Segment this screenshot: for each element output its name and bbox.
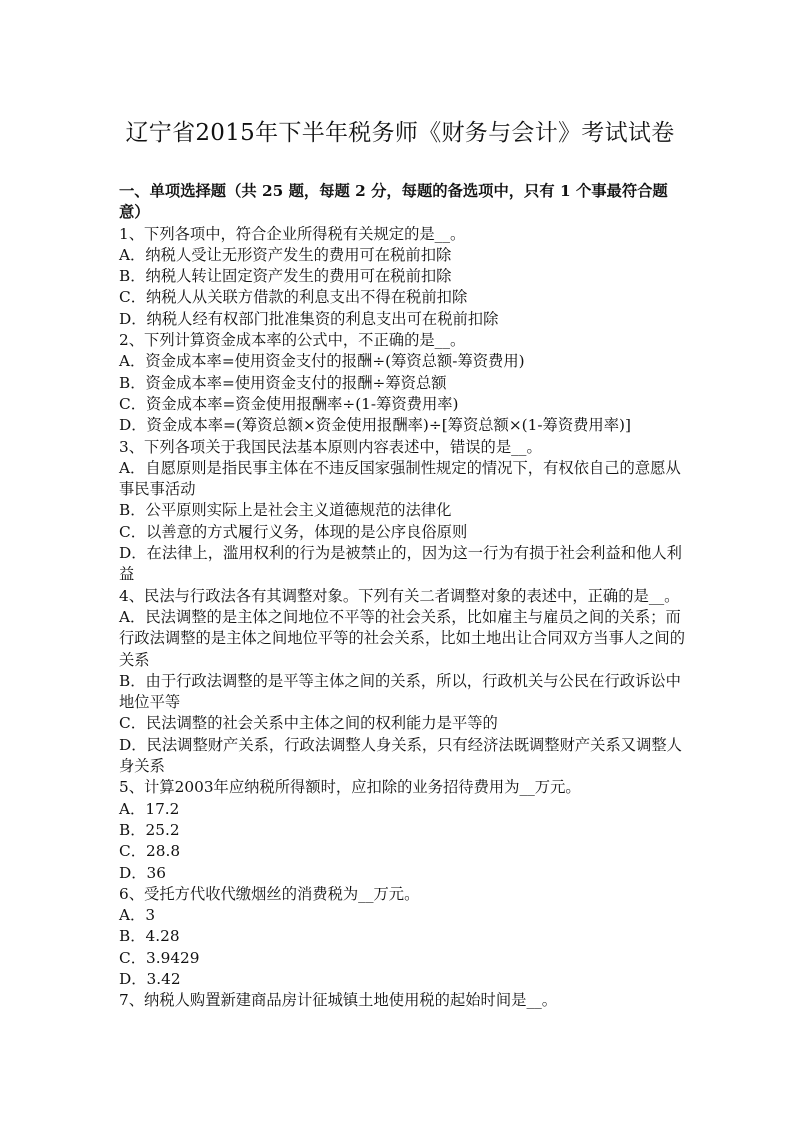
question-6 bbox=[119, 884, 685, 990]
question-stem: 5、计算2003年应纳税所得额时，应扣除的业务招待费用为__万元。 bbox=[119, 778, 581, 797]
question-4 bbox=[119, 586, 685, 778]
option-d: D．36 bbox=[119, 863, 167, 882]
option-c: C．28.8 bbox=[119, 842, 181, 861]
question-2 bbox=[119, 330, 685, 436]
option-d: D．3.42 bbox=[119, 969, 181, 988]
document-body bbox=[119, 181, 685, 1012]
option-b: B．纳税人转让固定资产发生的费用可在税前扣除 bbox=[119, 267, 452, 286]
question-stem: 4、民法与行政法各有其调整对象。下列有关二者调整对象的表述中，正确的是__。 bbox=[119, 586, 680, 605]
option-c: C．资金成本率=资金使用报酬率÷(1-筹资费用率) bbox=[119, 394, 459, 413]
question-5 bbox=[119, 777, 685, 883]
option-b: B．4.28 bbox=[119, 927, 180, 946]
option-a: A．纳税人受让无形资产发生的费用可在税前扣除 bbox=[119, 245, 452, 264]
document-title: 辽宁省2015年下半年税务师《财务与会计》考试试卷 bbox=[125, 120, 675, 146]
question-1 bbox=[119, 224, 685, 330]
option-b: B．25.2 bbox=[119, 820, 180, 839]
question-stem: 6、受托方代收代缴烟丝的消费税为__万元。 bbox=[119, 884, 420, 903]
option-d: D．资金成本率=(筹资总额×资金使用报酬率)÷[筹资总额×(1-筹资费用率)] bbox=[119, 416, 631, 435]
option-b: B．由于行政法调整的是平等主体之间的关系，所以，行政机关与公民在行政诉讼中地位平等 bbox=[119, 671, 681, 712]
option-c: C．3.9429 bbox=[119, 948, 200, 967]
option-a: A．资金成本率=使用资金支付的报酬÷(筹资总额-筹资费用) bbox=[119, 352, 525, 371]
option-a: A．3 bbox=[119, 906, 156, 925]
option-c: C．以善意的方式履行义务，体现的是公序良俗原则 bbox=[119, 522, 468, 541]
option-a: A．民法调整的是主体之间地位不平等的社会关系，比如雇主与雇员之间的关系；而行政法调整的是主体之间地位平等的社会关系，比如土地出让合同双方当事人之间的关系 bbox=[119, 607, 685, 669]
option-b: B．公平原则实际上是社会主义道德规范的法律化 bbox=[119, 501, 452, 520]
option-b: B．资金成本率=使用资金支付的报酬÷筹资总额 bbox=[119, 373, 447, 392]
option-a: A．17.2 bbox=[119, 799, 180, 818]
option-d: D．纳税人经有权部门批准集资的利息支出可在税前扣除 bbox=[119, 309, 499, 328]
option-d: D．在法律上，滥用权利的行为是被禁止的，因为这一行为有损于社会利益和他人利益 bbox=[119, 544, 682, 584]
question-stem: 1、下列各项中，符合企业所得税有关规定的是__。 bbox=[119, 224, 466, 243]
question-stem: 2、下列计算资金成本率的公式中，不正确的是__。 bbox=[119, 331, 466, 350]
question-stem: 3、下列各项关于我国民法基本原则内容表述中，错误的是__。 bbox=[119, 437, 542, 456]
question-stem: 7、纳税人购置新建商品房计征城镇土地使用税的起始时间是__。 bbox=[119, 991, 558, 1010]
section-header: 一、单项选择题（共 25 题，每题 2 分，每题的备选项中，只有 1 个事最符合题意） bbox=[119, 182, 668, 222]
question-7 bbox=[119, 990, 685, 1011]
option-a: A．自愿原则是指民事主体在不违反国家强制性规定的情况下，有权依自己的意愿从事民事活动 bbox=[119, 458, 681, 499]
option-d: D．民法调整财产关系，行政法调整人身关系，只有经济法既调整财产关系又调整人身关系 bbox=[119, 735, 682, 776]
option-c: C．纳税人从关联方借款的利息支出不得在税前扣除 bbox=[119, 288, 468, 307]
option-c: C．民法调整的社会关系中主体之间的权利能力是平等的 bbox=[119, 714, 498, 733]
question-3 bbox=[119, 437, 685, 586]
